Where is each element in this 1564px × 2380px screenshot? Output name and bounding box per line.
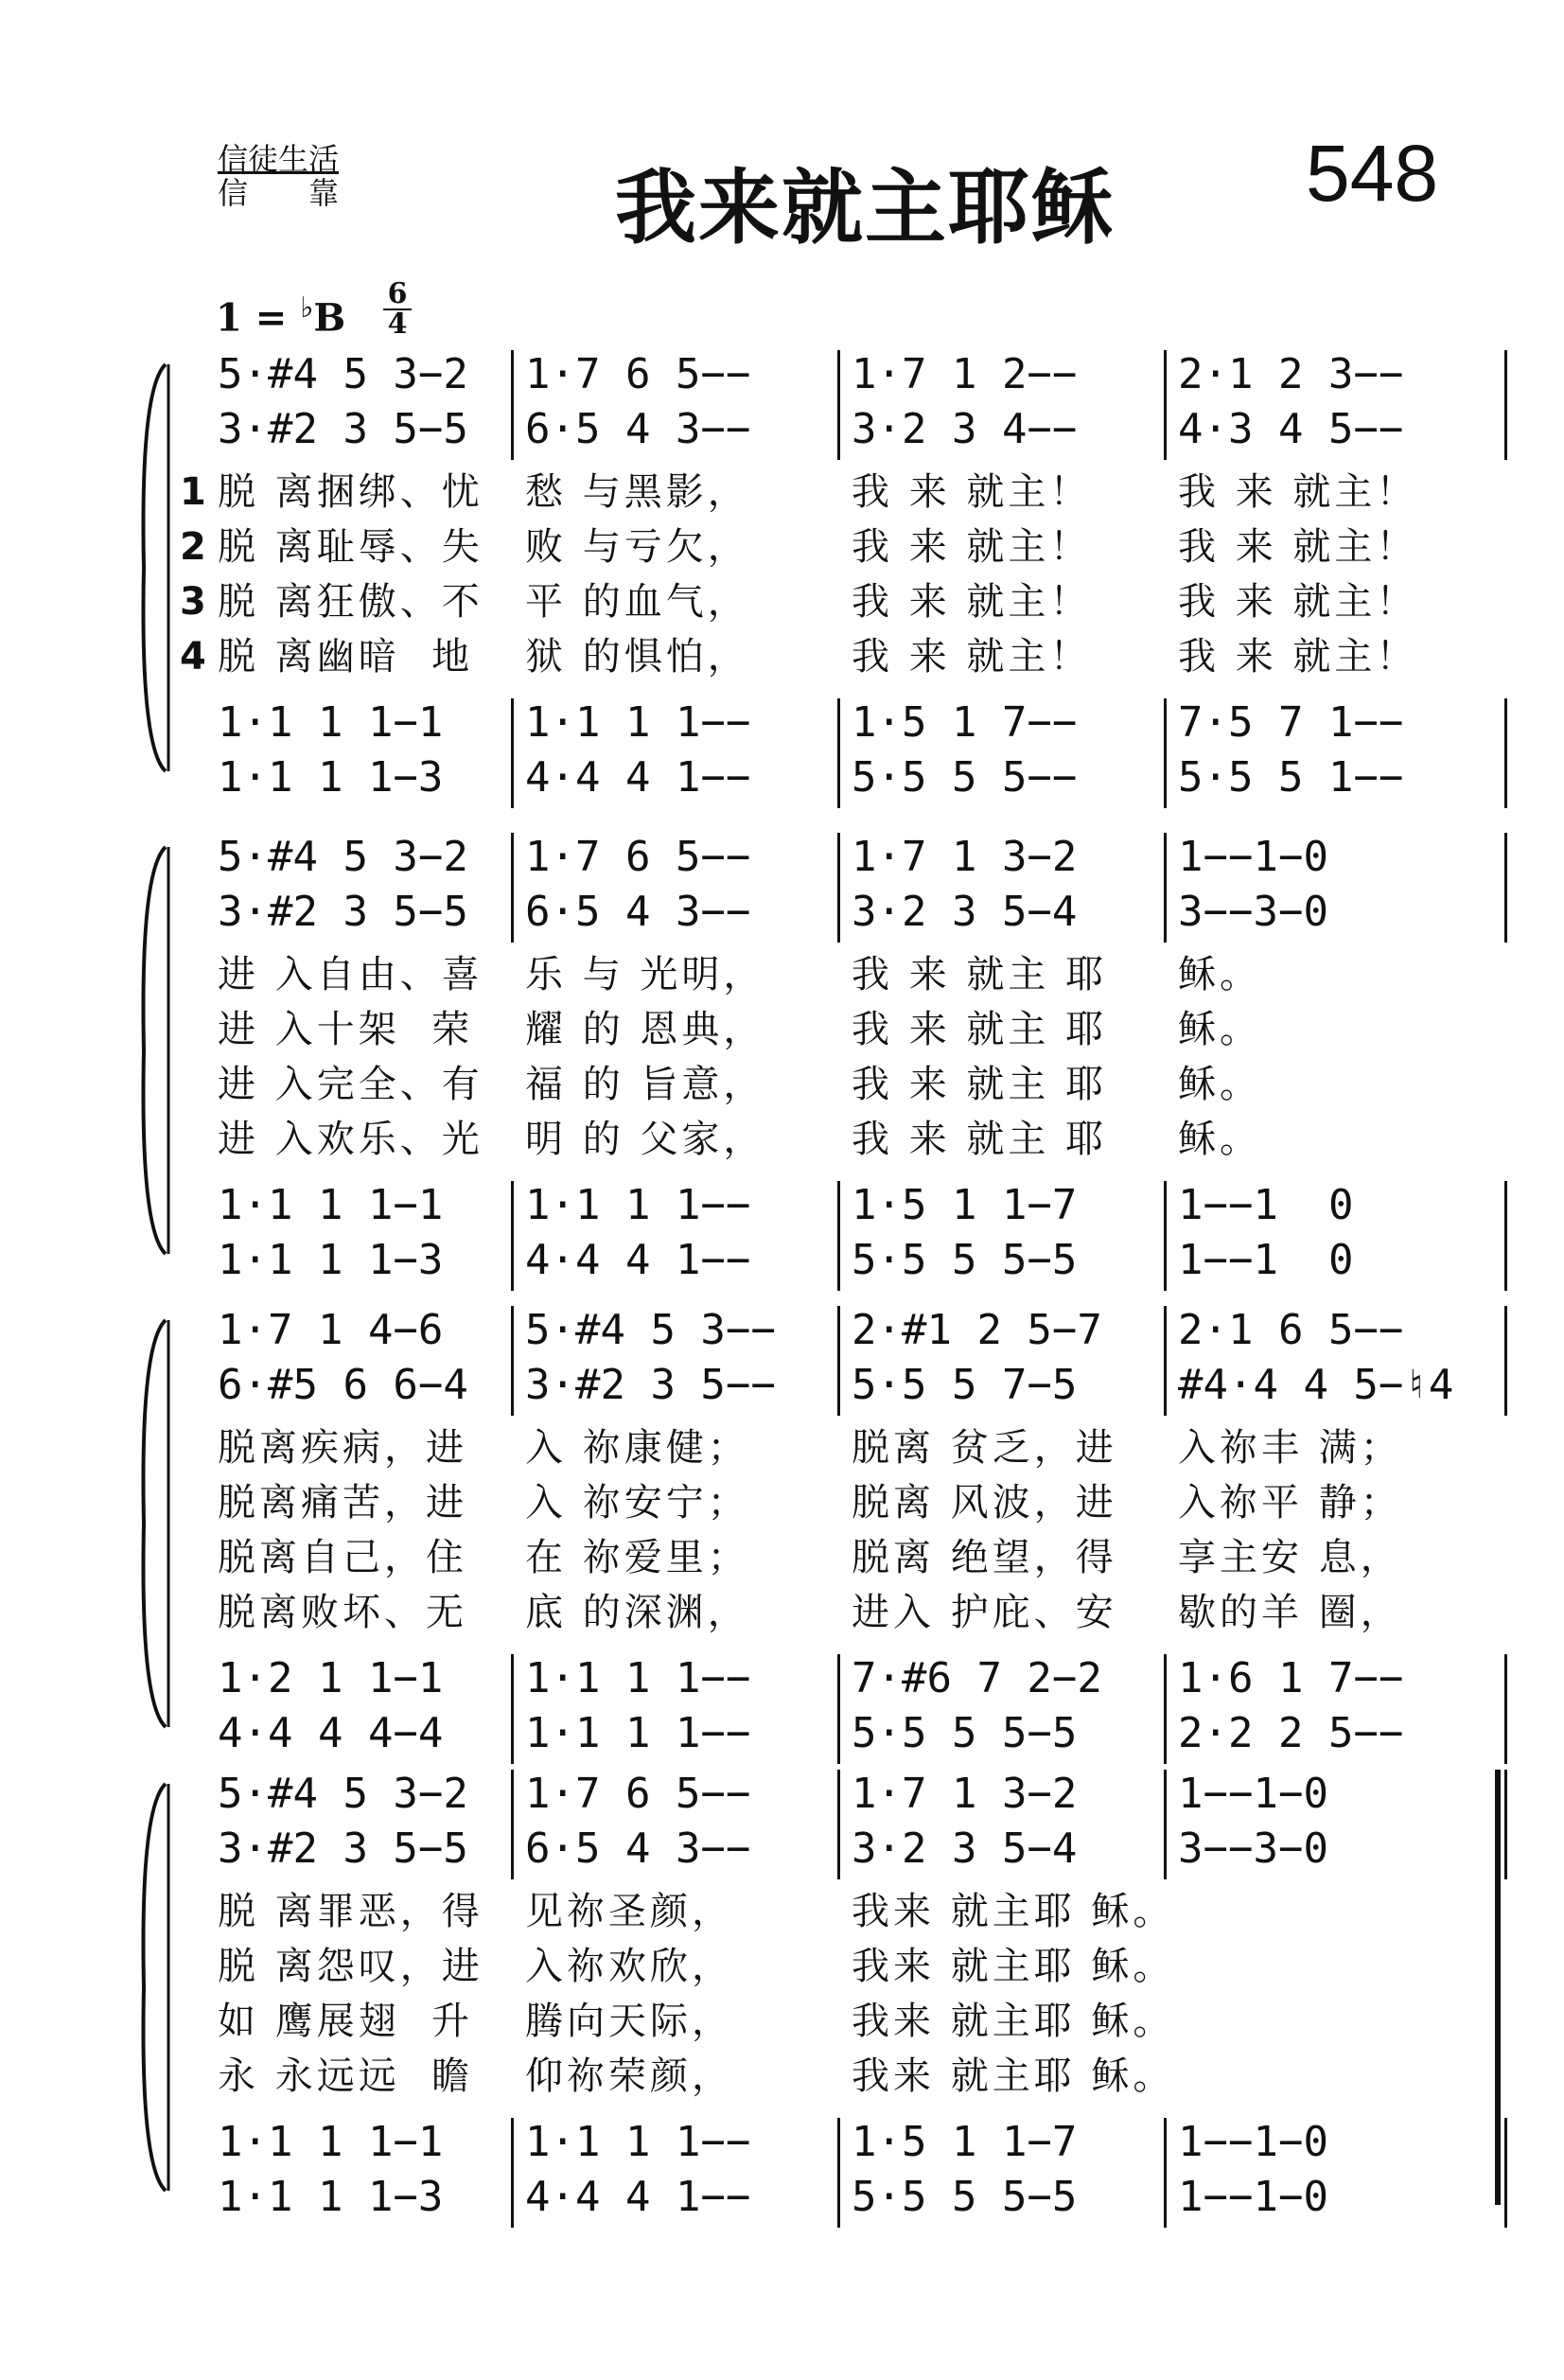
lyric-phrase: 我 来 就主！ bbox=[852, 635, 1092, 679]
lyric-phrase: 在 祢爱里； bbox=[525, 1536, 749, 1579]
bar-line bbox=[511, 833, 514, 943]
lyric-phrase: 脱离痛苦，进 bbox=[218, 1481, 467, 1525]
bar-line bbox=[1164, 1654, 1167, 1764]
bar-line bbox=[1164, 1770, 1167, 1879]
bass-measure: 2·2 2 5−− bbox=[1178, 1709, 1404, 1757]
lyric-phrase: 耀 的 恩典， bbox=[525, 1008, 765, 1051]
alto-measure: 6·#5 6 6−4 bbox=[218, 1361, 468, 1409]
lyric-phrase: 脱 离捆绑、忧 bbox=[218, 470, 483, 514]
system-4 bbox=[0, 1770, 1564, 2224]
lyric-phrase: 腾向天际， bbox=[525, 2000, 733, 2043]
lyric-phrase: 永 永远远 瞻 bbox=[218, 2054, 474, 2098]
bass-measure: 4·4 4 1−− bbox=[525, 753, 751, 802]
bar-line bbox=[837, 1306, 840, 1416]
key-note: B bbox=[313, 295, 346, 341]
bar-line bbox=[837, 2118, 840, 2228]
alto-measure: 3·#2 3 5−5 bbox=[218, 1825, 468, 1873]
soprano-measure: 5·#4 5 3−2 bbox=[218, 350, 468, 398]
soprano-measure: 2·1 2 3−− bbox=[1178, 350, 1404, 398]
tenor-measure: 1·1 1 1−1 bbox=[218, 2118, 444, 2166]
lyric-phrase: 享主安 息， bbox=[1178, 1536, 1402, 1579]
bar-line bbox=[1504, 1654, 1507, 1764]
lyric-phrase: 我 来 就主 耶 bbox=[852, 1063, 1108, 1106]
header-category bbox=[218, 142, 339, 210]
alto-measure: 3−−3−0 bbox=[1178, 888, 1328, 936]
lyric-phrase: 我来 就主耶 稣。 bbox=[852, 2000, 1175, 2043]
soprano-measure: 5·#4 5 3−2 bbox=[218, 833, 468, 881]
tenor-measure: 1·1 1 1−− bbox=[525, 1181, 751, 1229]
lyric-phrase: 福 的 旨意， bbox=[525, 1063, 765, 1106]
bass-measure: 1·1 1 1−3 bbox=[218, 2173, 444, 2221]
time-bottom: 4 bbox=[387, 308, 408, 341]
verse-number: 2 bbox=[180, 525, 210, 569]
alto-measure: 3·#2 3 5−− bbox=[525, 1361, 776, 1409]
bar-line bbox=[511, 350, 514, 460]
alto-measure: 4·3 4 5−− bbox=[1178, 405, 1404, 453]
bar-line bbox=[1164, 2118, 1167, 2228]
alto-measure: 3−−3−0 bbox=[1178, 1825, 1328, 1873]
soprano-measure: 1·7 6 5−− bbox=[525, 833, 751, 881]
lyric-phrase: 我 来 就主 耶 bbox=[852, 1008, 1108, 1051]
alto-measure: 3·#2 3 5−5 bbox=[218, 888, 468, 936]
lyric-phrase: 我 来 就主！ bbox=[1178, 635, 1418, 679]
key-signature bbox=[216, 291, 345, 340]
lyric-phrase: 我 来 就主！ bbox=[852, 525, 1092, 569]
lyric-phrase: 脱离 绝望，得 bbox=[852, 1536, 1117, 1579]
soprano-measure: 5·#4 5 3−− bbox=[525, 1306, 776, 1354]
lyric-phrase: 进 入自由、喜 bbox=[218, 953, 483, 996]
lyric-phrase: 入祢平 静； bbox=[1178, 1481, 1402, 1525]
soprano-measure: 1·7 1 2−− bbox=[852, 350, 1078, 398]
bar-line bbox=[837, 833, 840, 943]
lyric-phrase: 脱离败坏、无 bbox=[218, 1591, 467, 1634]
alto-measure: 3·2 3 5−4 bbox=[852, 888, 1078, 936]
lyric-phrase: 我来 就主耶 稣。 bbox=[852, 1945, 1175, 1988]
soprano-measure: 2·1 6 5−− bbox=[1178, 1306, 1404, 1354]
lyric-phrase: 平 的血气， bbox=[525, 580, 749, 624]
alto-measure: 6·5 4 3−− bbox=[525, 405, 751, 453]
lyric-phrase: 稣。 bbox=[1178, 1008, 1261, 1051]
bar-line bbox=[837, 698, 840, 808]
final-bar-line bbox=[1495, 1770, 1501, 2205]
lyric-phrase: 脱 离耻辱、失 bbox=[218, 525, 483, 569]
lyric-phrase: 脱 离狂傲、不 bbox=[218, 580, 483, 624]
system-3 bbox=[0, 1306, 1564, 1760]
lyric-phrase: 仰祢荣颜， bbox=[525, 2054, 733, 2098]
lyric-phrase: 脱离自己，住 bbox=[218, 1536, 467, 1579]
tenor-measure: 1·6 1 7−− bbox=[1178, 1654, 1404, 1702]
tenor-measure: 1·2 1 1−1 bbox=[218, 1654, 444, 1702]
alto-measure: 3·2 3 4−− bbox=[852, 405, 1078, 453]
system-brace bbox=[132, 842, 159, 1259]
lyric-phrase: 入祢丰 满； bbox=[1178, 1426, 1402, 1470]
alto-measure: 6·5 4 3−− bbox=[525, 888, 751, 936]
bar-line bbox=[511, 1770, 514, 1879]
alto-measure: 6·5 4 3−− bbox=[525, 1825, 751, 1873]
lyric-phrase: 脱 离幽暗 地 bbox=[218, 635, 474, 679]
bass-measure: 5·5 5 5−5 bbox=[852, 1709, 1078, 1757]
bar-line bbox=[1164, 1306, 1167, 1416]
bass-measure: 5·5 5 5−5 bbox=[852, 1236, 1078, 1284]
bass-measure: 1·1 1 1−3 bbox=[218, 753, 444, 802]
system-brace bbox=[132, 360, 159, 776]
tenor-measure: 1·1 1 1−1 bbox=[218, 1181, 444, 1229]
lyric-phrase: 脱 离罪恶，得 bbox=[218, 1890, 483, 1933]
bar-line bbox=[511, 2118, 514, 2228]
bar-line bbox=[1504, 698, 1507, 808]
tenor-measure: 1·1 1 1−− bbox=[525, 1654, 751, 1702]
bass-measure: 1·1 1 1−3 bbox=[218, 1236, 444, 1284]
soprano-measure: 1−−1−0 bbox=[1178, 1770, 1328, 1818]
lyric-phrase: 进入 护庇、安 bbox=[852, 1591, 1117, 1634]
lyric-phrase: 我 来 就主！ bbox=[852, 580, 1092, 624]
lyric-phrase: 我 来 就主！ bbox=[1178, 525, 1418, 569]
alto-measure: #4·4 4 5−♮4 bbox=[1178, 1361, 1454, 1409]
bar-line bbox=[511, 1654, 514, 1764]
bass-measure: 4·4 4 1−− bbox=[525, 2173, 751, 2221]
verse-number: 3 bbox=[180, 580, 210, 624]
hymn-title: 我来就主耶稣 bbox=[615, 161, 1115, 256]
bass-measure: 1−−1 0 bbox=[1178, 1236, 1354, 1284]
time-top: 6 bbox=[383, 280, 412, 310]
bar-line bbox=[511, 1181, 514, 1291]
time-signature bbox=[383, 277, 412, 341]
lyric-phrase: 我 来 就主！ bbox=[1178, 470, 1418, 514]
alto-measure: 5·5 5 7−5 bbox=[852, 1361, 1078, 1409]
lyric-phrase: 稣。 bbox=[1178, 1063, 1261, 1106]
soprano-measure: 2·#1 2 5−7 bbox=[852, 1306, 1102, 1354]
bar-line bbox=[1504, 1306, 1507, 1416]
lyric-phrase: 入 祢安宁； bbox=[525, 1481, 749, 1525]
bass-measure: 1−−1−0 bbox=[1178, 2173, 1328, 2221]
tenor-measure: 1·1 1 1−1 bbox=[218, 698, 444, 747]
lyric-phrase: 我 来 就主 耶 bbox=[852, 953, 1108, 996]
bass-measure: 1·1 1 1−− bbox=[525, 1709, 751, 1757]
tenor-measure: 7·#6 7 2−2 bbox=[852, 1654, 1102, 1702]
lyric-phrase: 乐 与 光明， bbox=[525, 953, 765, 996]
bass-measure: 5·5 5 1−− bbox=[1178, 753, 1404, 802]
lyric-phrase: 我来 就主耶 稣。 bbox=[852, 1890, 1175, 1933]
category-line-1: 信徒生活 bbox=[218, 141, 340, 177]
bar-line bbox=[1164, 350, 1167, 460]
lyric-phrase: 愁 与黑影， bbox=[525, 470, 749, 514]
soprano-measure: 1·7 1 3−2 bbox=[852, 1770, 1078, 1818]
lyric-phrase: 我 来 就主！ bbox=[852, 470, 1092, 514]
soprano-measure: 1·7 1 3−2 bbox=[852, 833, 1078, 881]
lyric-phrase: 脱 离怨叹，进 bbox=[218, 1945, 483, 1988]
bass-measure: 4·4 4 1−− bbox=[525, 1236, 751, 1284]
system-1 bbox=[0, 350, 1564, 804]
bar-line bbox=[837, 1770, 840, 1879]
lyric-phrase: 稣。 bbox=[1178, 953, 1261, 996]
bar-line bbox=[1504, 1770, 1507, 1879]
verse-number: 1 bbox=[180, 470, 210, 514]
bar-line bbox=[1164, 833, 1167, 943]
tenor-measure: 1−−1 0 bbox=[1178, 1181, 1354, 1229]
tenor-measure: 1·5 1 1−7 bbox=[852, 2118, 1078, 2166]
bar-line bbox=[1164, 1181, 1167, 1291]
lyric-phrase: 见祢圣颜， bbox=[525, 1890, 733, 1933]
lyric-phrase: 入祢欢欣， bbox=[525, 1945, 733, 1988]
bass-measure: 4·4 4 4−4 bbox=[218, 1709, 444, 1757]
lyric-phrase: 进 入完全、有 bbox=[218, 1063, 483, 1106]
tenor-measure: 1·1 1 1−− bbox=[525, 2118, 751, 2166]
bar-line bbox=[837, 1181, 840, 1291]
tenor-measure: 1·5 1 7−− bbox=[852, 698, 1078, 747]
soprano-measure: 1·7 6 5−− bbox=[525, 1770, 751, 1818]
bar-line bbox=[1504, 350, 1507, 460]
lyric-phrase: 歇的羊 圈， bbox=[1178, 1591, 1402, 1634]
lyric-phrase: 脱离 风波，进 bbox=[852, 1481, 1117, 1525]
lyric-phrase: 进 入欢乐、光 bbox=[218, 1118, 483, 1161]
bar-line bbox=[511, 698, 514, 808]
hymn-number: 548 bbox=[1306, 129, 1439, 218]
lyric-phrase: 进 入十架 荣 bbox=[218, 1008, 474, 1051]
tenor-measure: 7·5 7 1−− bbox=[1178, 698, 1404, 747]
key-prefix: 1 = bbox=[216, 295, 301, 341]
tenor-measure: 1·5 1 1−7 bbox=[852, 1181, 1078, 1229]
bar-line bbox=[837, 1654, 840, 1764]
verse-number: 4 bbox=[180, 635, 210, 679]
bar-line bbox=[1164, 698, 1167, 808]
alto-measure: 3·#2 3 5−5 bbox=[218, 405, 468, 453]
soprano-measure: 1·7 6 5−− bbox=[525, 350, 751, 398]
lyric-phrase: 脱离 贫乏，进 bbox=[852, 1426, 1117, 1470]
alto-measure: 3·2 3 5−4 bbox=[852, 1825, 1078, 1873]
system-2 bbox=[0, 833, 1564, 1287]
bass-measure: 5·5 5 5−− bbox=[852, 753, 1078, 802]
lyric-phrase: 我 来 就主！ bbox=[1178, 580, 1418, 624]
soprano-measure: 1·7 1 4−6 bbox=[218, 1306, 444, 1354]
flat-sign: ♭ bbox=[300, 291, 314, 325]
lyric-phrase: 我来 就主耶 稣。 bbox=[852, 2054, 1175, 2098]
category-line-2: 信 靠 bbox=[218, 175, 340, 211]
bar-line bbox=[1504, 2118, 1507, 2228]
lyric-phrase: 如 鹰展翅 升 bbox=[218, 2000, 474, 2043]
system-brace bbox=[132, 1315, 159, 1732]
lyric-phrase: 稣。 bbox=[1178, 1118, 1261, 1161]
lyric-phrase: 底 的深渊， bbox=[525, 1591, 749, 1634]
lyric-phrase: 脱离疾病，进 bbox=[218, 1426, 467, 1470]
lyric-phrase: 狱 的惧怕， bbox=[525, 635, 749, 679]
bar-line bbox=[511, 1306, 514, 1416]
lyric-phrase: 败 与亏欠， bbox=[525, 525, 749, 569]
lyric-phrase: 明 的 父家， bbox=[525, 1118, 765, 1161]
soprano-measure: 5·#4 5 3−2 bbox=[218, 1770, 468, 1818]
tenor-measure: 1·1 1 1−− bbox=[525, 698, 751, 747]
soprano-measure: 1−−1−0 bbox=[1178, 833, 1328, 881]
lyric-phrase: 我 来 就主 耶 bbox=[852, 1118, 1108, 1161]
bar-line bbox=[837, 350, 840, 460]
lyric-phrase: 入 祢康健； bbox=[525, 1426, 749, 1470]
bar-line bbox=[1504, 833, 1507, 943]
bar-line bbox=[1504, 1181, 1507, 1291]
system-brace bbox=[132, 1779, 159, 2195]
bass-measure: 5·5 5 5−5 bbox=[852, 2173, 1078, 2221]
tenor-measure: 1−−1−0 bbox=[1178, 2118, 1328, 2166]
